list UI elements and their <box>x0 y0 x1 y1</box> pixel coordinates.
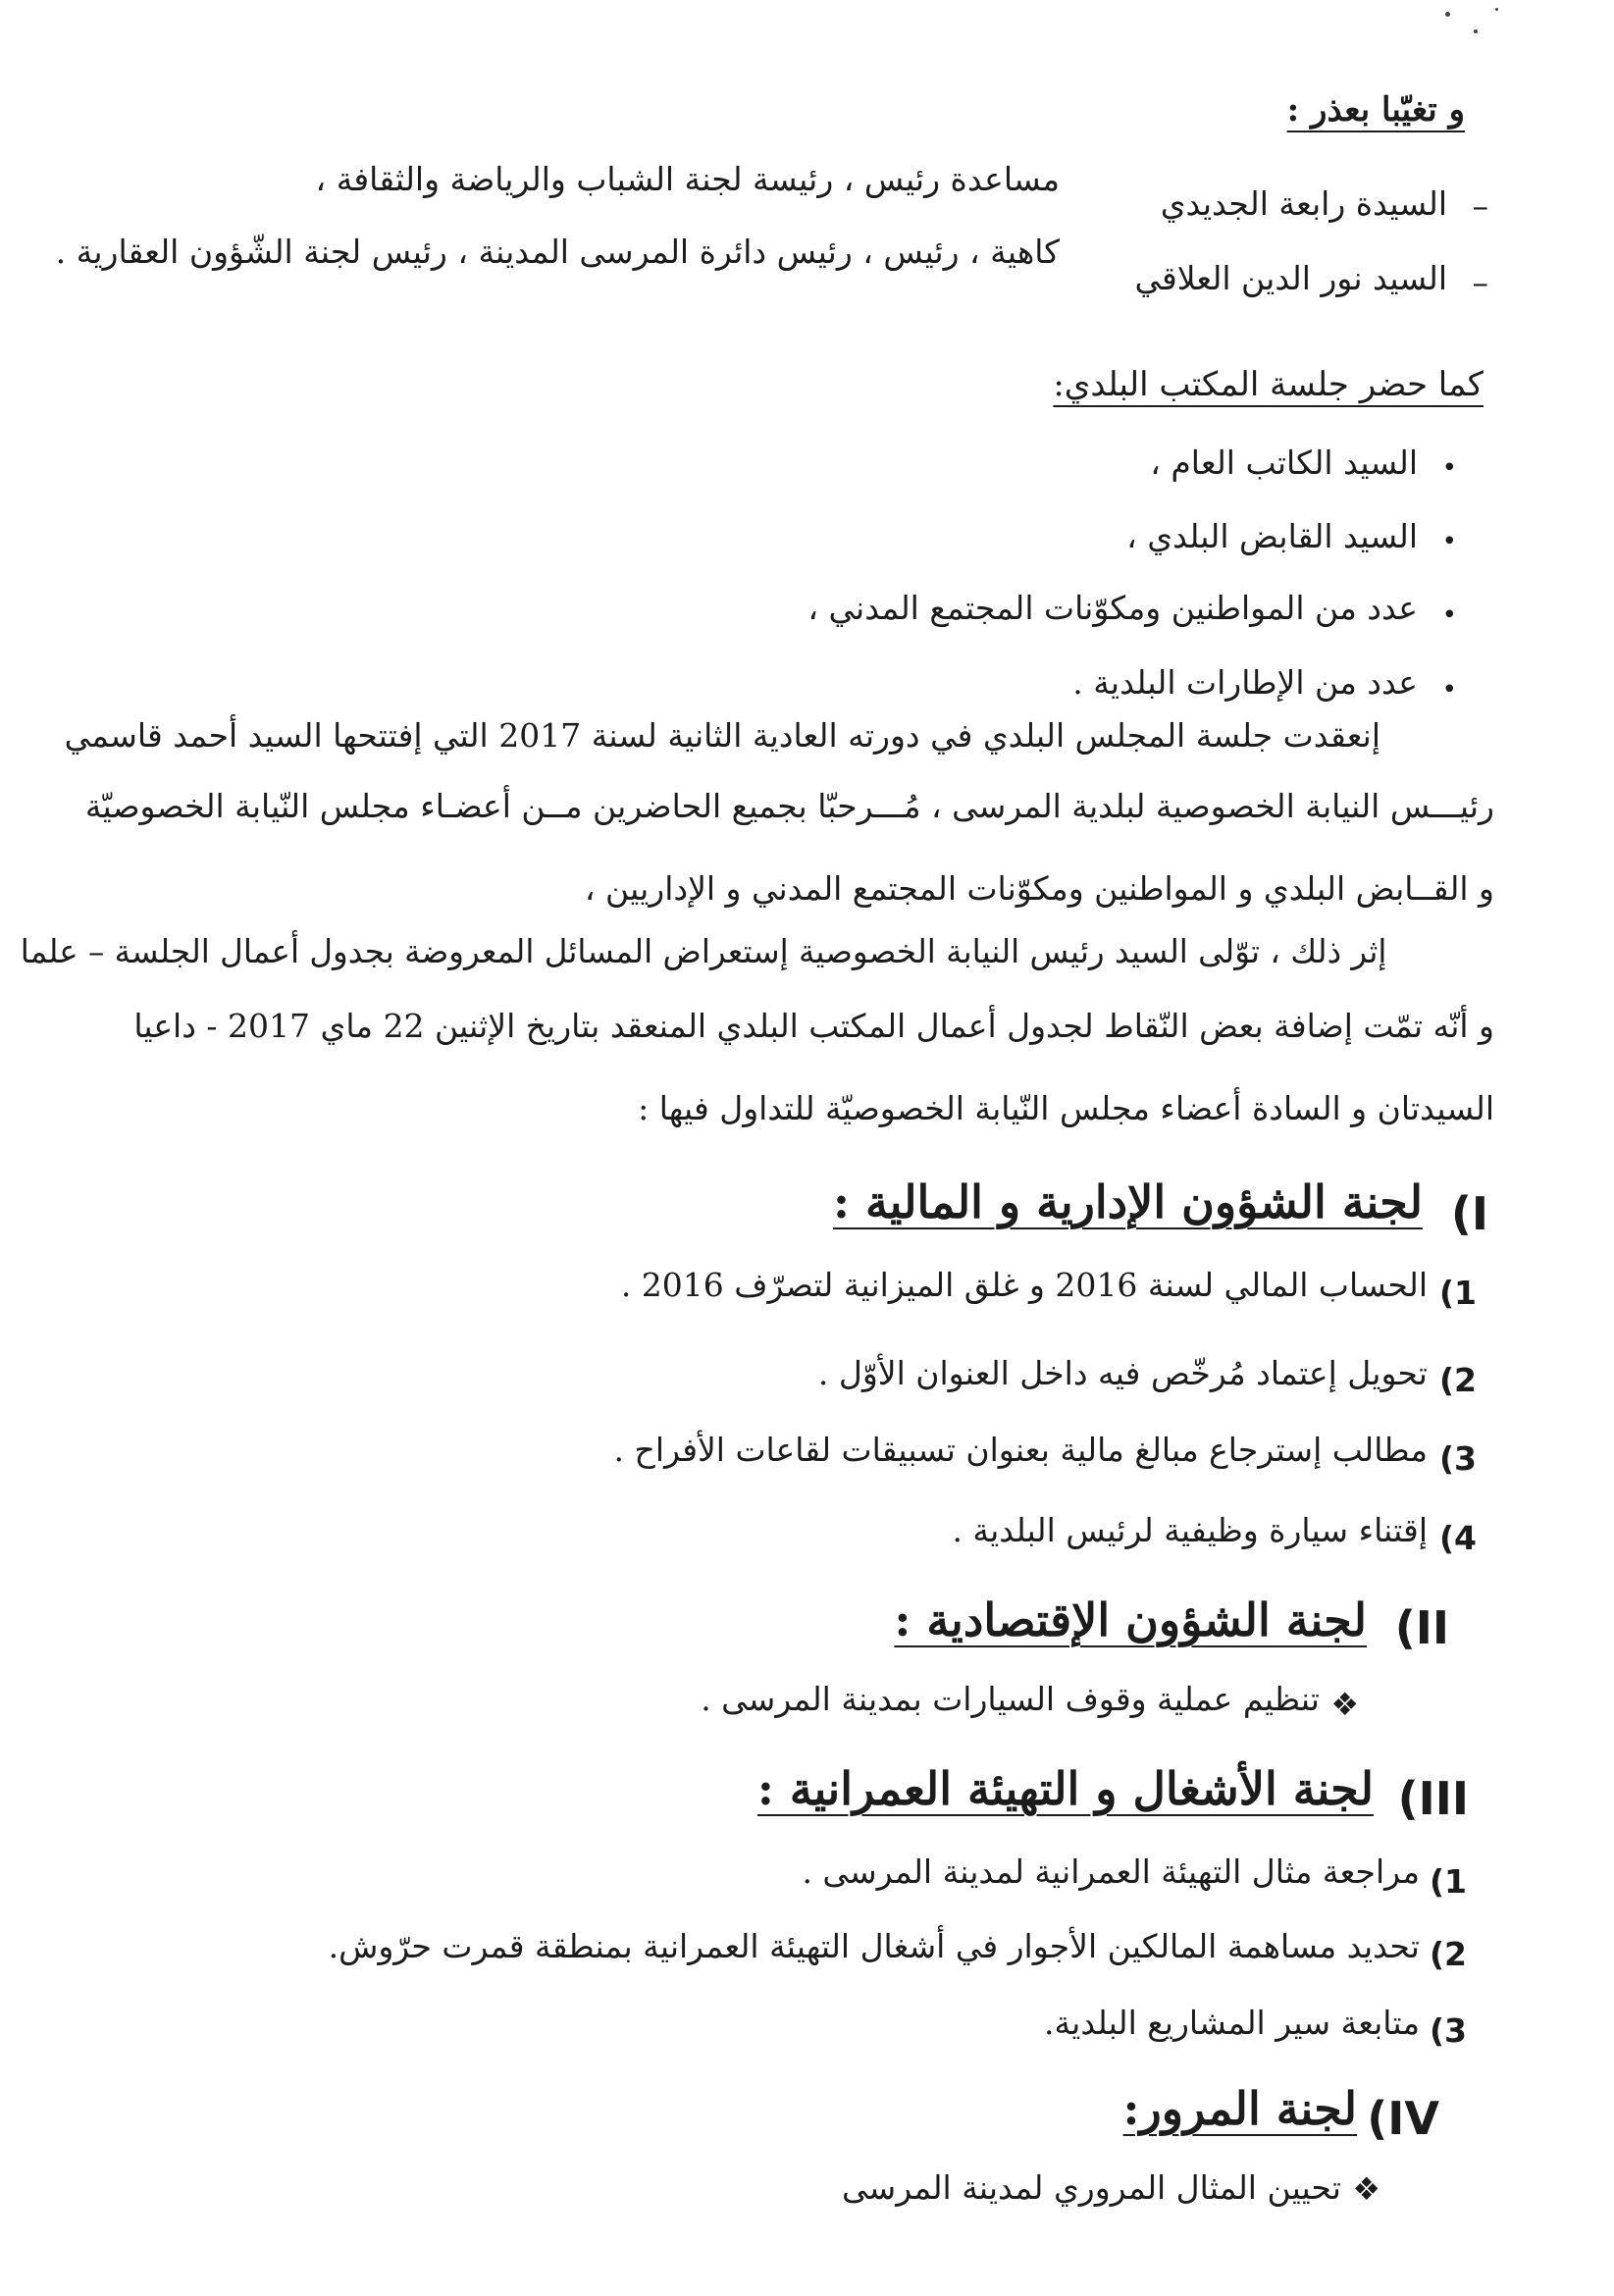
item-number: 2) <box>1438 1361 1477 1399</box>
committee-numeral: I) <box>1450 1187 1488 1240</box>
committee-item: تحديد مساهمة المالكين الأجوار في أشغال التهيئة العمرانية بمنطقة قمرت حرّوش. <box>328 1927 1420 1965</box>
item-number: 2) <box>1429 1935 1467 1973</box>
committee-title: لجنة المرور: <box>1122 2082 1357 2135</box>
excused-member-role: كاهية ، رئيس ، رئيس دائرة المرسى المدينة ، رئيس لجنة الشّؤون العقارية . <box>55 233 1060 271</box>
diamond-bullet-icon: ❖ <box>1330 1686 1359 1723</box>
paragraph-line: السيدتان و السادة أعضاء مجلس النّيابة الخصوصيّة للتداول فيها : <box>638 1089 1494 1127</box>
item-number: 4) <box>1438 1519 1477 1557</box>
item-number: 1) <box>1438 1274 1477 1312</box>
attendance-item: السيد القابض البلدي ، <box>1126 517 1418 555</box>
attendance-item: عدد من الإطارات البلدية . <box>1072 663 1418 702</box>
committee-item: تنظيم عملية وقوف السيارات بمدينة المرسى . <box>701 1680 1320 1718</box>
scan-speck <box>1495 8 1498 11</box>
excused-member-name: السيد نور الدين العلاقي <box>1134 259 1447 297</box>
attendance-item: عدد من المواطنين ومكوّنات المجتمع المدني ، <box>807 589 1418 627</box>
committee-title: لجنة الأشغال و التهيئة العمرانية : <box>756 1762 1374 1815</box>
paragraph-line: إنعقدت جلسة المجلس البلدي في دورته العادية الثانية لسنة 2017 التي إفتتحها السيد أحمد قاسمي <box>64 716 1380 755</box>
scan-speck <box>1445 12 1450 17</box>
committee-item: متابعة سير المشاريع البلدية. <box>1043 2004 1420 2042</box>
attendance-heading: كما حضر جلسة المكتب البلدي: <box>1053 365 1484 404</box>
attendance-item: السيد الكاتب العام ، <box>1150 444 1418 482</box>
committee-numeral: III) <box>1397 1772 1469 1825</box>
excused-member-role: مساعدة رئيس ، رئيسة لجنة الشباب والرياضة والثقافة ، <box>315 160 1060 198</box>
committee-item: إقتناء سيارة وظيفية لرئيس البلدية . <box>952 1511 1428 1549</box>
committee-title: لجنة الشؤون الإقتصادية : <box>894 1593 1367 1646</box>
paragraph-line: و القــابض البلدي و المواطنين ومكوّنات المجتمع المدني و الإداريين ، <box>584 869 1494 908</box>
diamond-bullet-icon: ❖ <box>1352 2170 1380 2208</box>
item-number: 3) <box>1438 1439 1477 1478</box>
committee-item: تحويل إعتماد مُرخّص فيه داخل العنوان الأوّل . <box>817 1354 1428 1392</box>
excused-dash: – <box>1472 263 1488 301</box>
paragraph-line: إثر ذلك ، توّلى السيد رئيس النيابة الخصوصية إستعراض المسائل المعروضة بجدول أعمال الجلسة – علما <box>20 932 1386 970</box>
committee-item: تحيين المثال المروري لمدينة المرسى <box>842 2168 1341 2207</box>
excused-member-name: السيدة رابعة الجديدي <box>1160 184 1447 223</box>
item-number: 3) <box>1429 2011 1467 2050</box>
committee-item: مطالب إسترجاع مبالغ مالية بعنوان تسبيقات لقاعات الأفراح . <box>613 1431 1428 1469</box>
paragraph-line: و أنّه تمّت إضافة بعض النّقاط لجدول أعمال المكتب البلدي المنعقد بتاريخ الإثنين 22 ماي 2017 - داعيا <box>133 1007 1494 1045</box>
committee-item: الحساب المالي لسنة 2016 و غلق الميزانية لتصرّف 2016 . <box>620 1266 1428 1304</box>
bullet-icon: • <box>1441 453 1457 483</box>
excused-dash: – <box>1472 186 1488 225</box>
excused-heading: و تغيّبا بعذر : <box>1286 90 1465 130</box>
scan-speck <box>1474 29 1478 33</box>
paragraph-line: رئيـــس النيابة الخصوصية لبلدية المرسى ، مُـــرحبّا بجميع الحاضرين مــن أعضـاء مجلس النّيابة الخصوصيّة <box>84 787 1494 825</box>
committee-numeral: IV) <box>1367 2092 1439 2145</box>
bullet-icon: • <box>1441 527 1457 556</box>
committee-title: لجنة الشؤون الإدارية و المالية : <box>832 1175 1423 1228</box>
item-number: 1) <box>1429 1862 1467 1901</box>
committee-numeral: II) <box>1394 1601 1449 1654</box>
bullet-icon: • <box>1441 600 1457 630</box>
committee-item: مراجعة مثال التهيئة العمرانية لمدينة المرسى . <box>802 1852 1420 1891</box>
bullet-icon: • <box>1441 675 1457 704</box>
